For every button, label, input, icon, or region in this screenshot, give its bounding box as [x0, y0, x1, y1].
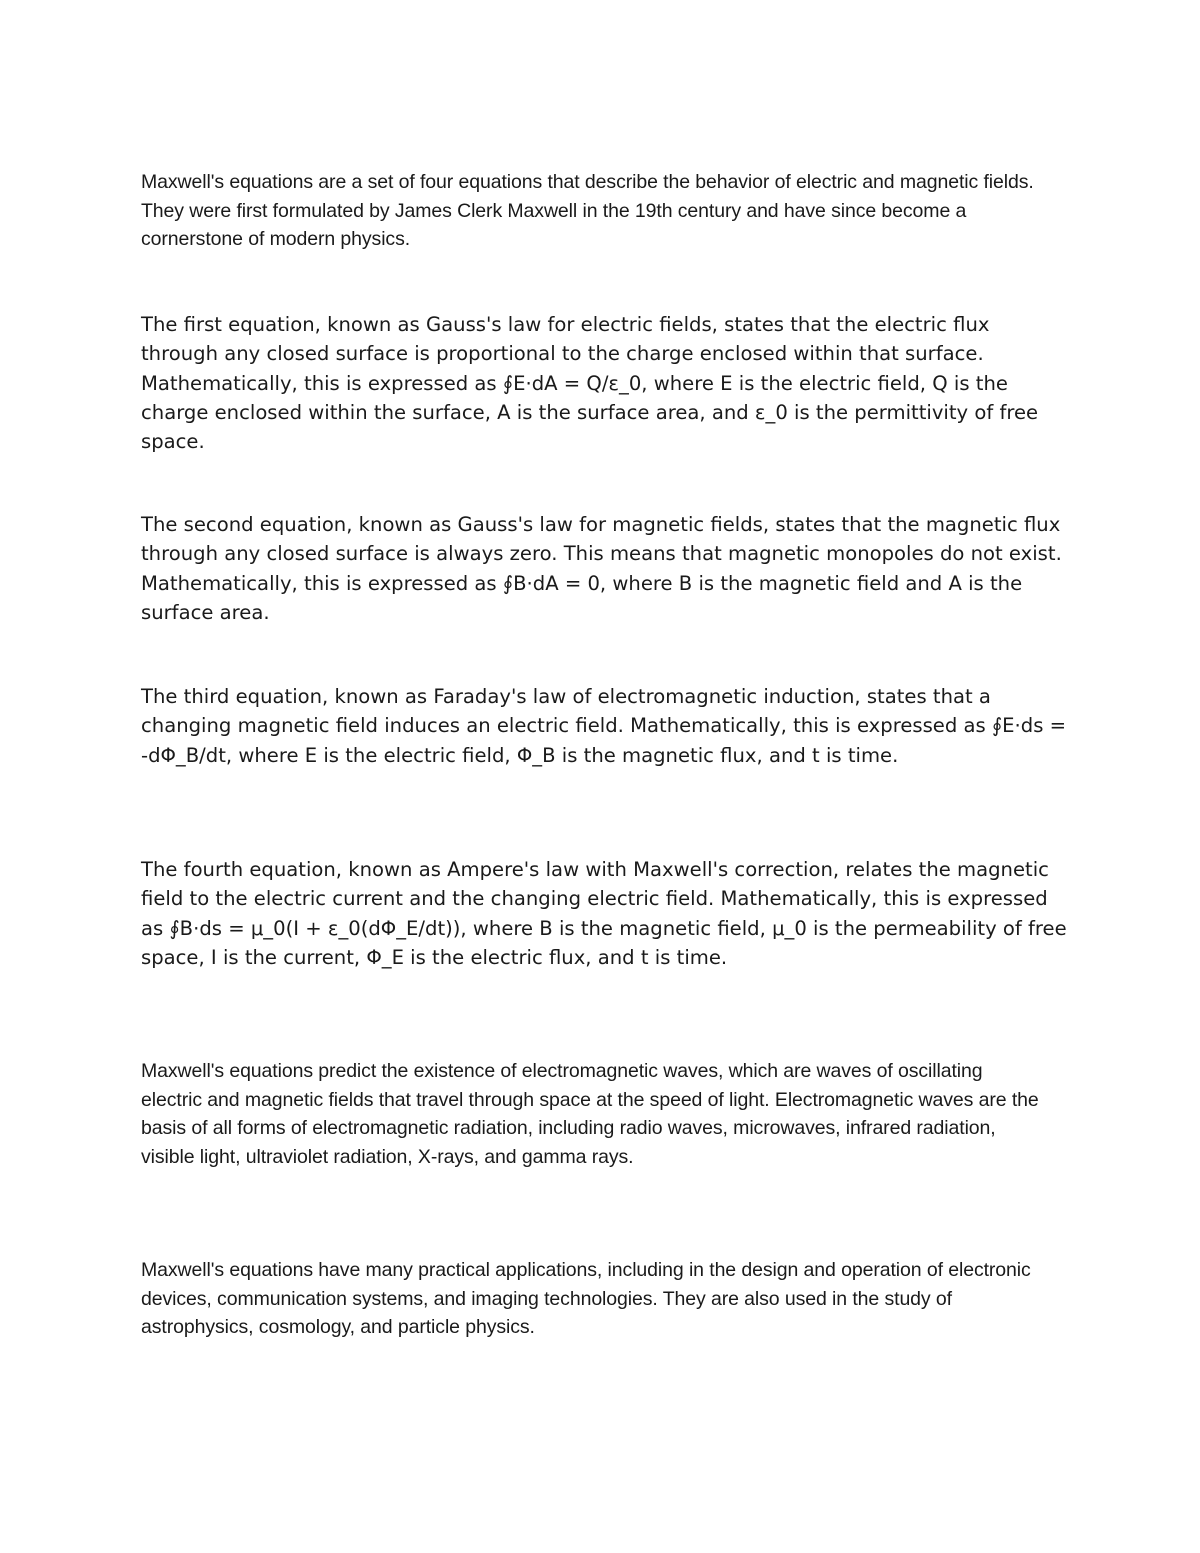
applications-paragraph: Maxwell's equations have many practical applications, including in the design and operation of electronic devices, communication systems, and imaging technologies. They are also used in the study of astrophysics, cosmology, and particle physics.	[141, 1259, 1031, 1339]
third-equation-paragraph: The third equation, known as Faraday's law of electromagnetic induction, states that a changing magnetic field induces an electric field. Mathematically, this is expressed as ∮E·ds = -dΦ_B/dt, where E is the electric field, Φ_B is the magnetic flux, and t is time.	[141, 685, 1067, 767]
electromagnetic-waves-paragraph: Maxwell's equations predict the existence of electromagnetic waves, which are waves of oscillating electric and magnetic fields that travel through space at the speed of light. Electromagnetic waves are the basis of all forms of electromagnetic radiation, including radio waves, microwaves, infrared radiation, visible light, ultraviolet radiation, X-rays, and gamma rays.	[141, 1060, 1039, 1169]
intro-paragraph: Maxwell's equations are a set of four equations that describe the behavior of electric and magnetic fields. They were first formulated by James Clerk Maxwell in the 19th century and have since become a cornerstone of modern physics.	[141, 171, 1034, 251]
second-equation-paragraph: The second equation, known as Gauss's law for magnetic fields, states that the magnetic flux through any closed surface is always zero. This means that magnetic monopoles do not exist. Mathematically, this is expressed as ∮B·dA = 0, where B is the magnetic field and A is the surface area.	[141, 513, 1062, 624]
fourth-equation-paragraph: The fourth equation, known as Ampere's law with Maxwell's correction, relates the magnetic field to the electric current and the changing electric field. Mathematically, this is expressed as ∮B·ds = μ_0(I + ε_0(dΦ_E/dt)), where B is the magnetic field, μ_0 is the permeability of free space, I is the current, Φ_E is the electric flux, and t is time.	[141, 858, 1067, 969]
first-equation-paragraph: The first equation, known as Gauss's law for electric fields, states that the electric flux through any closed surface is proportional to the charge enclosed within that surface. Mathematically, this is expressed as ∮E·dA = Q/ε_0, where E is the electric field, Q is the charge enclosed within the surface, A is the surface area, and ε_0 is the permittivity of free space.	[141, 313, 1039, 454]
